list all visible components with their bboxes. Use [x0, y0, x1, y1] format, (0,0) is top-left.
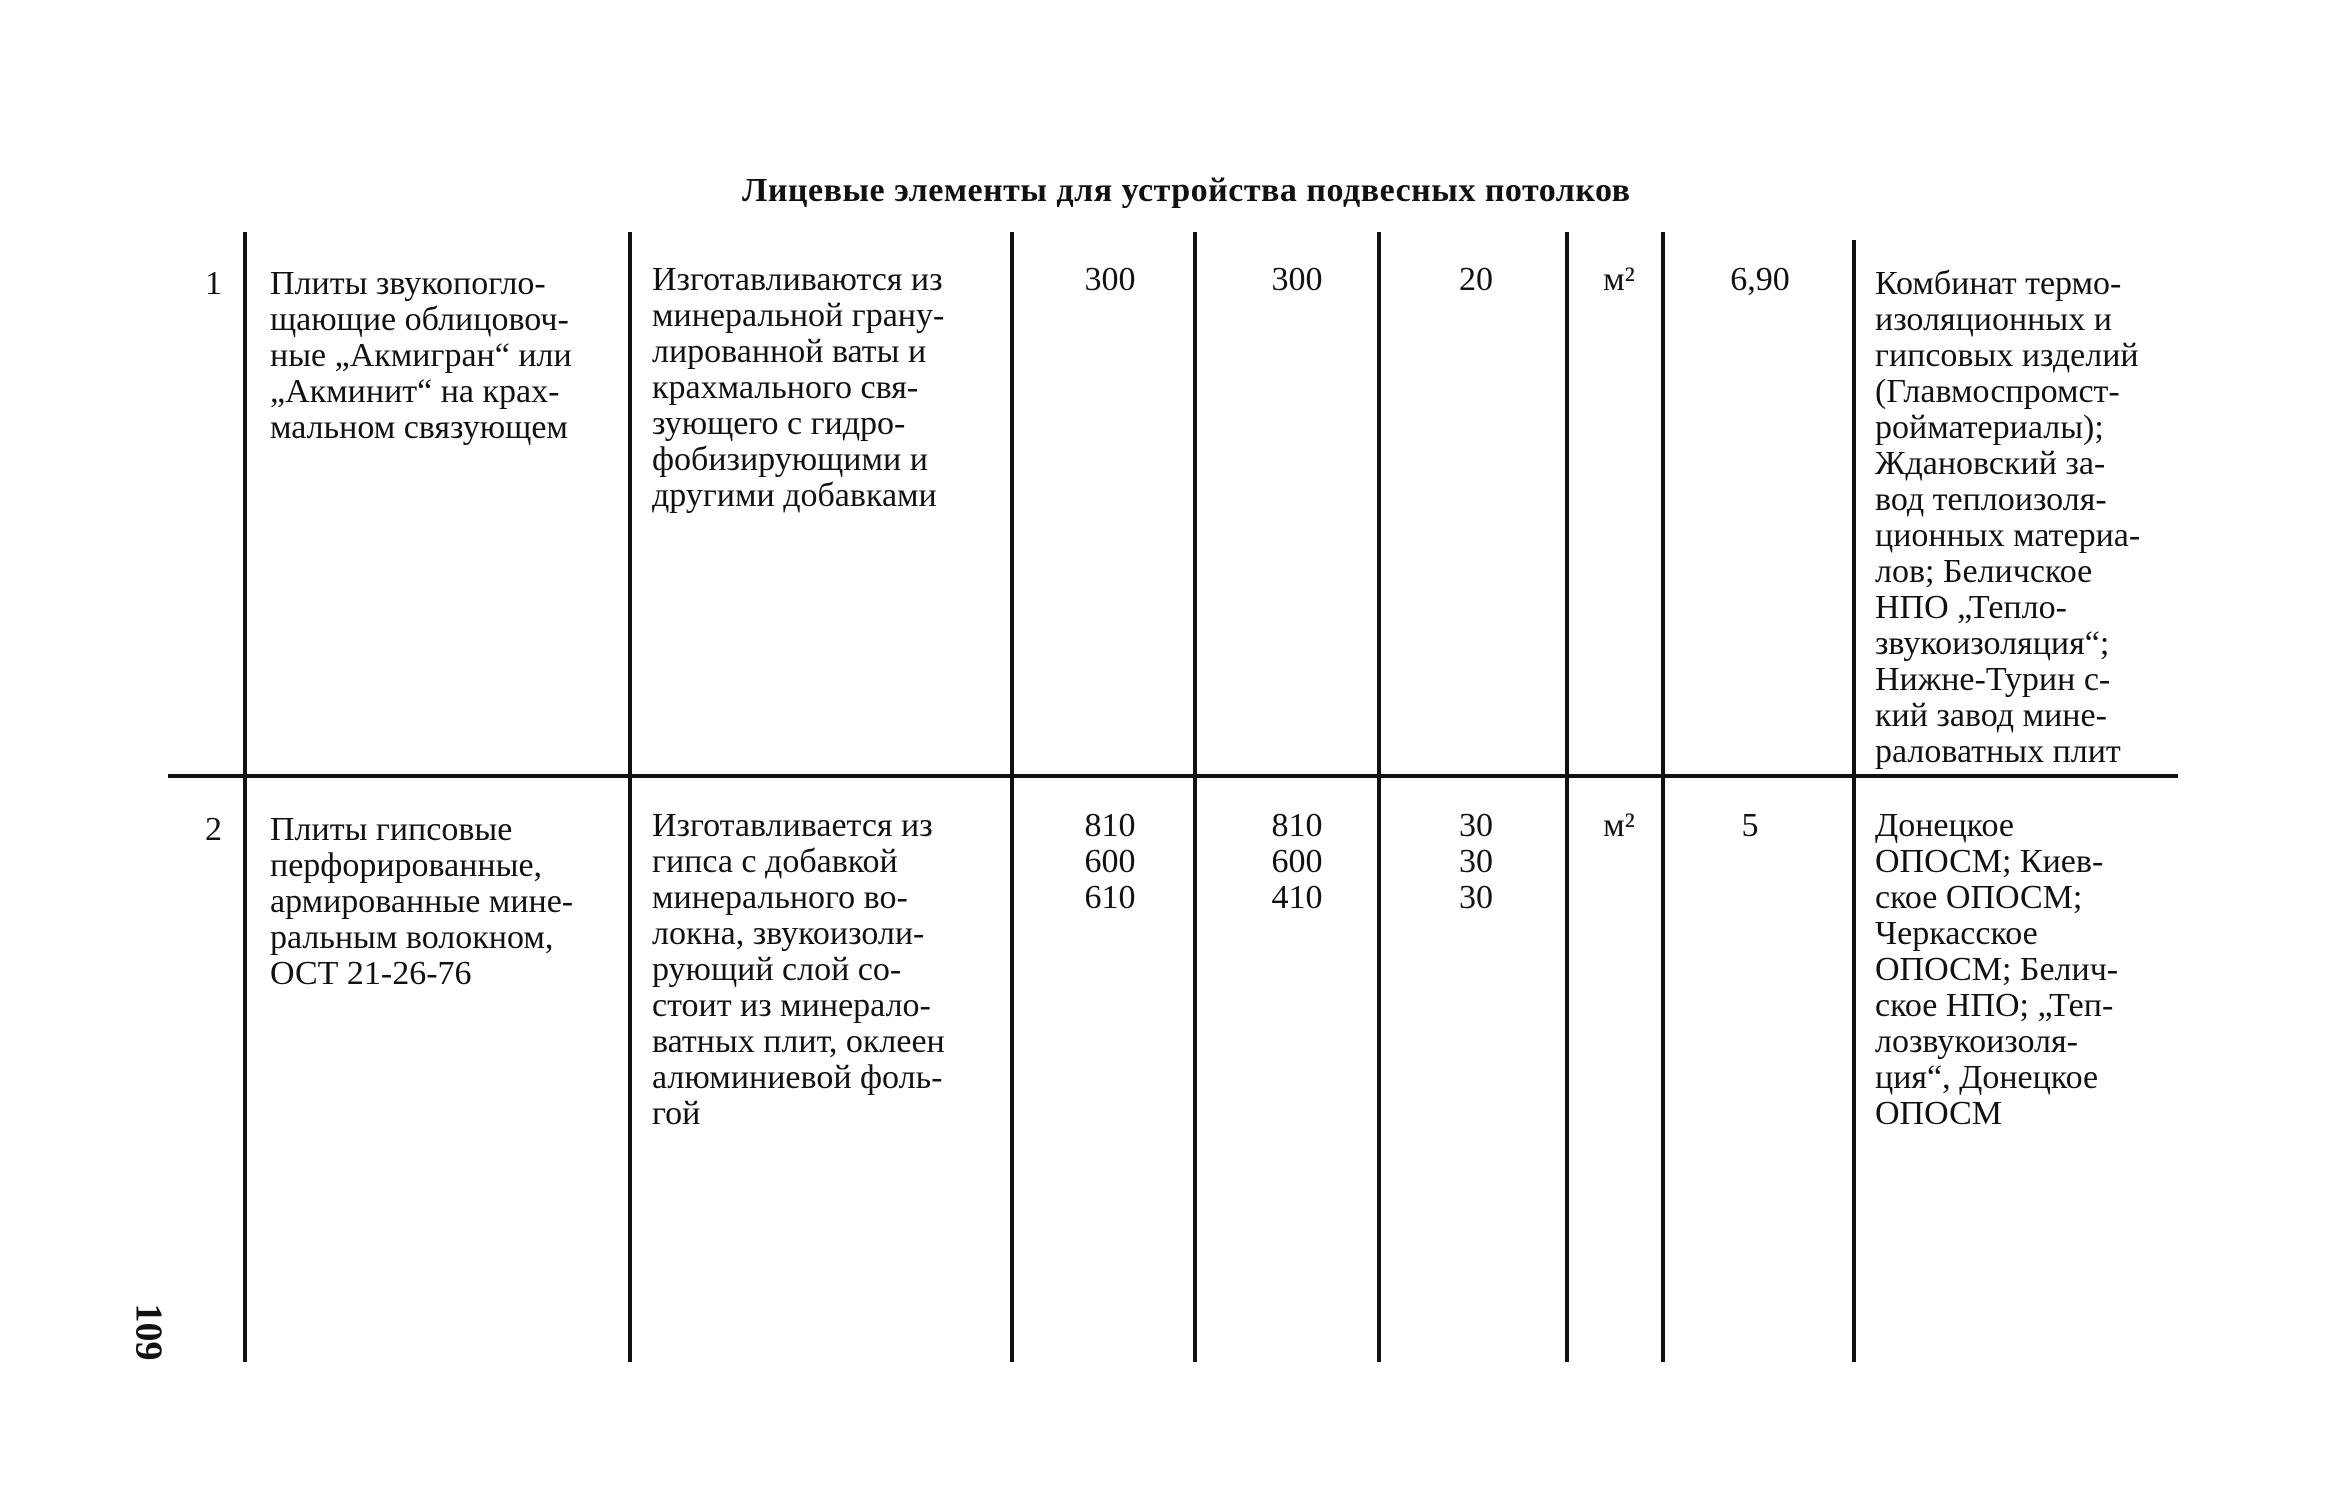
column-divider	[1193, 232, 1197, 1362]
page-number: 109	[127, 1303, 170, 1361]
column-divider	[1565, 232, 1569, 1362]
column-divider	[1377, 232, 1381, 1362]
row-number: 1	[205, 265, 222, 302]
column-divider	[1852, 240, 1856, 1362]
column-divider	[1661, 232, 1665, 1362]
product-description: Изготавливаются из минеральной грану- лированной ваты и крахмального свя- зующего с гидро- фобизирующими и другими добавками	[652, 261, 945, 514]
unit-value: м²	[1603, 807, 1635, 844]
thickness-value: 30 30 30	[1459, 807, 1493, 916]
manufacturer: Комбинат термо- изоляционных и гипсовых изделий (Главмоспромст- ройматериалы); Ждановский за- вод теплоизоля- ционных материа- лов; Беличское НПО „Тепло- звукоизоляция“; Нижне-Турин с- кий завод мине- раловатных плит	[1875, 265, 2141, 770]
thickness-value: 20	[1459, 261, 1493, 298]
column-divider	[1010, 232, 1014, 1362]
row-number: 2	[205, 811, 222, 848]
length-value: 810 600 610	[1084, 807, 1136, 916]
product-description: Изготавливается из гипса с добавкой минерального во- локна, звукоизоли- рующий слой со- стоит из минерало- ватных плит, оклеен алюминиевой фоль- гой	[652, 807, 945, 1132]
product-name: Плиты гипсовые перфорированные, армированные мине- ральным волокном, ОСТ 21-26-76	[270, 811, 574, 992]
length-value: 300	[1084, 261, 1136, 298]
width-value: 300	[1271, 261, 1323, 298]
table-title: Лицевые элементы для устройства подвесных потолков	[742, 172, 1631, 209]
column-divider	[628, 232, 632, 1362]
row-divider	[168, 774, 2178, 778]
product-name: Плиты звукопогло- щающие облицовоч- ные „Акмигран“ или „Акминит“ на крах- мальном связующем	[270, 265, 572, 446]
width-value: 810 600 410	[1271, 807, 1323, 916]
price-value: 5	[1741, 807, 1759, 844]
manufacturer: Донецкое ОПОСМ; Киев- ское ОПОСМ; Черкасское ОПОСМ; Белич- ское НПО; „Теп- лозвукоизоля- ция“, Донецкое ОПОСМ	[1875, 807, 2119, 1132]
price-value: 6,90	[1730, 261, 1790, 298]
column-divider	[243, 232, 247, 1362]
unit-value: м²	[1603, 261, 1635, 298]
